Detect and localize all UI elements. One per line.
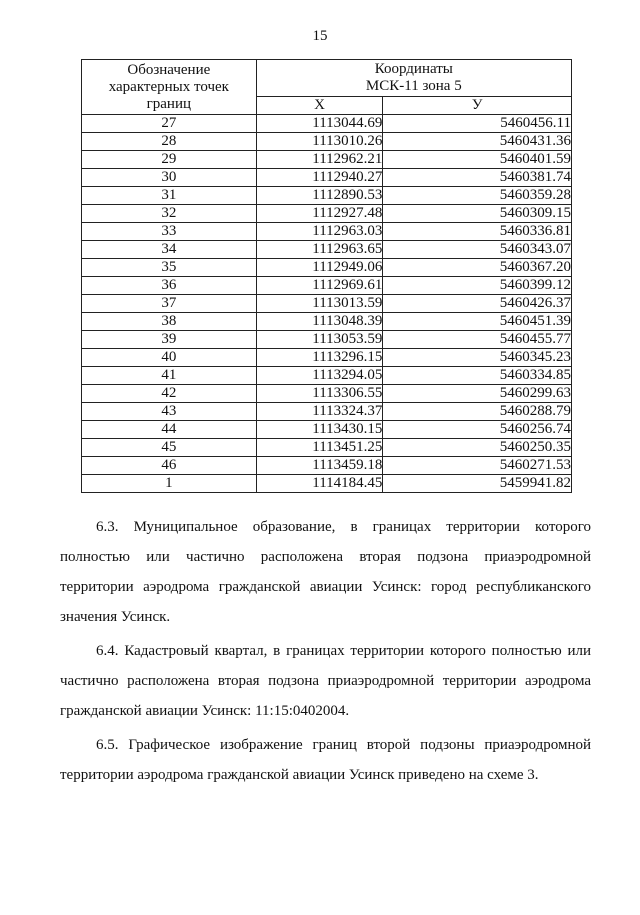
table-row bbox=[82, 475, 572, 493]
point-cell: 36 bbox=[82, 277, 257, 295]
y-coordinate-cell: 5459941.82 bbox=[383, 475, 572, 493]
y-coordinate-cell: 5460399.12 bbox=[383, 277, 572, 295]
paragraph-6-3: 6.3. Муниципальное образование, в границах территории которого полностью или частично расположена вторая подзона приаэродромной территории аэродрома гражданской авиации Усинск: город республиканского значения Усинск. bbox=[60, 519, 591, 625]
point-cell: 45 bbox=[82, 439, 257, 457]
x-coordinate-cell: 1112949.06 bbox=[256, 259, 383, 277]
y-coordinate-cell: 5460334.85 bbox=[383, 367, 572, 385]
table-row bbox=[82, 115, 572, 133]
y-coordinate-cell: 5460367.20 bbox=[383, 259, 572, 277]
x-coordinate-cell: 1112962.21 bbox=[256, 151, 383, 169]
table-row bbox=[82, 313, 572, 331]
table-row bbox=[82, 187, 572, 205]
x-coordinate-cell: 1113296.15 bbox=[256, 349, 383, 367]
header-point-line1: Обозначение bbox=[127, 61, 211, 78]
point-cell: 42 bbox=[82, 385, 257, 403]
header-coordinates bbox=[256, 60, 571, 97]
x-coordinate-cell: 1113053.59 bbox=[256, 331, 383, 349]
point-cell: 41 bbox=[82, 367, 257, 385]
y-coordinate-cell: 5460336.81 bbox=[383, 223, 572, 241]
table-row bbox=[82, 439, 572, 457]
x-coordinate-cell: 1113459.18 bbox=[256, 457, 383, 475]
table-row bbox=[82, 259, 572, 277]
y-coordinate-cell: 5460359.28 bbox=[383, 187, 572, 205]
point-cell: 43 bbox=[82, 403, 257, 421]
x-coordinate-cell: 1112963.03 bbox=[256, 223, 383, 241]
y-coordinate-cell: 5460256.74 bbox=[383, 421, 572, 439]
x-coordinate-cell: 1113013.59 bbox=[256, 295, 383, 313]
table-row bbox=[82, 277, 572, 295]
point-cell: 1 bbox=[82, 475, 257, 493]
x-coordinate-cell: 1113451.25 bbox=[256, 439, 383, 457]
coordinates-table bbox=[81, 59, 572, 493]
x-coordinate-cell: 1113306.55 bbox=[256, 385, 383, 403]
point-cell: 37 bbox=[82, 295, 257, 313]
header-point-line3: границ bbox=[146, 95, 192, 112]
x-coordinate-cell: 1113430.15 bbox=[256, 421, 383, 439]
table-row bbox=[82, 169, 572, 187]
point-cell: 29 bbox=[82, 151, 257, 169]
table-row bbox=[82, 133, 572, 151]
y-coordinate-cell: 5460451.39 bbox=[383, 313, 572, 331]
y-coordinate-cell: 5460271.53 bbox=[383, 457, 572, 475]
paragraph-6-4: 6.4. Кадастровый квартал, в границах территории которого полностью или частично расположена вторая подзона приаэродромной территории аэродрома гражданской авиации Усинск: 11:15:0402004. bbox=[60, 643, 591, 719]
x-coordinate-cell: 1112963.65 bbox=[256, 241, 383, 259]
y-coordinate-cell: 5460288.79 bbox=[383, 403, 572, 421]
y-coordinate-cell: 5460431.36 bbox=[383, 133, 572, 151]
y-coordinate-cell: 5460309.15 bbox=[383, 205, 572, 223]
point-cell: 46 bbox=[82, 457, 257, 475]
point-cell: 32 bbox=[82, 205, 257, 223]
point-cell: 27 bbox=[82, 115, 257, 133]
point-cell: 28 bbox=[82, 133, 257, 151]
table-row bbox=[82, 241, 572, 259]
point-cell: 34 bbox=[82, 241, 257, 259]
y-coordinate-cell: 5460401.59 bbox=[383, 151, 572, 169]
table-row bbox=[82, 331, 572, 349]
paragraph-6-5: 6.5. Графическое изображение границ второй подзоны приаэродромной территории аэродрома гражданской авиации Усинск приведено на схеме 3. bbox=[60, 737, 591, 783]
header-y: У bbox=[383, 97, 572, 115]
y-coordinate-cell: 5460250.35 bbox=[383, 439, 572, 457]
point-cell: 39 bbox=[82, 331, 257, 349]
page-number: 15 bbox=[312, 28, 328, 44]
x-coordinate-cell: 1112890.53 bbox=[256, 187, 383, 205]
point-cell: 40 bbox=[82, 349, 257, 367]
point-cell: 35 bbox=[82, 259, 257, 277]
point-cell: 33 bbox=[82, 223, 257, 241]
table-row bbox=[82, 223, 572, 241]
point-cell: 44 bbox=[82, 421, 257, 439]
header-x: X bbox=[256, 97, 383, 115]
x-coordinate-cell: 1114184.45 bbox=[256, 475, 383, 493]
x-coordinate-cell: 1113324.37 bbox=[256, 403, 383, 421]
point-cell: 30 bbox=[82, 169, 257, 187]
text-section bbox=[60, 512, 591, 794]
y-coordinate-cell: 5460299.63 bbox=[383, 385, 572, 403]
y-coordinate-cell: 5460381.74 bbox=[383, 169, 572, 187]
x-coordinate-cell: 1112969.61 bbox=[256, 277, 383, 295]
point-cell: 31 bbox=[82, 187, 257, 205]
table-row bbox=[82, 385, 572, 403]
header-coords-line2: МСК-11 зона 5 bbox=[365, 78, 462, 94]
y-coordinate-cell: 5460426.37 bbox=[383, 295, 572, 313]
y-coordinate-cell: 5460343.07 bbox=[383, 241, 572, 259]
table-row bbox=[82, 151, 572, 169]
point-cell: 38 bbox=[82, 313, 257, 331]
x-coordinate-cell: 1112927.48 bbox=[256, 205, 383, 223]
header-coords-line1: Координаты bbox=[374, 61, 453, 77]
header-point-designation bbox=[82, 60, 257, 115]
x-coordinate-cell: 1113044.69 bbox=[256, 115, 383, 133]
x-coordinate-cell: 1113294.05 bbox=[256, 367, 383, 385]
y-coordinate-cell: 5460345.23 bbox=[383, 349, 572, 367]
x-coordinate-cell: 1113010.26 bbox=[256, 133, 383, 151]
y-coordinate-cell: 5460455.77 bbox=[383, 331, 572, 349]
table-row bbox=[82, 421, 572, 439]
table-row bbox=[82, 367, 572, 385]
table-row bbox=[82, 349, 572, 367]
table-row bbox=[82, 403, 572, 421]
y-coordinate-cell: 5460456.11 bbox=[383, 115, 572, 133]
table-body bbox=[82, 115, 572, 493]
table-row bbox=[82, 295, 572, 313]
x-coordinate-cell: 1112940.27 bbox=[256, 169, 383, 187]
table-row bbox=[82, 205, 572, 223]
x-coordinate-cell: 1113048.39 bbox=[256, 313, 383, 331]
header-point-line2: характерных точек bbox=[108, 78, 229, 95]
table-row bbox=[82, 457, 572, 475]
